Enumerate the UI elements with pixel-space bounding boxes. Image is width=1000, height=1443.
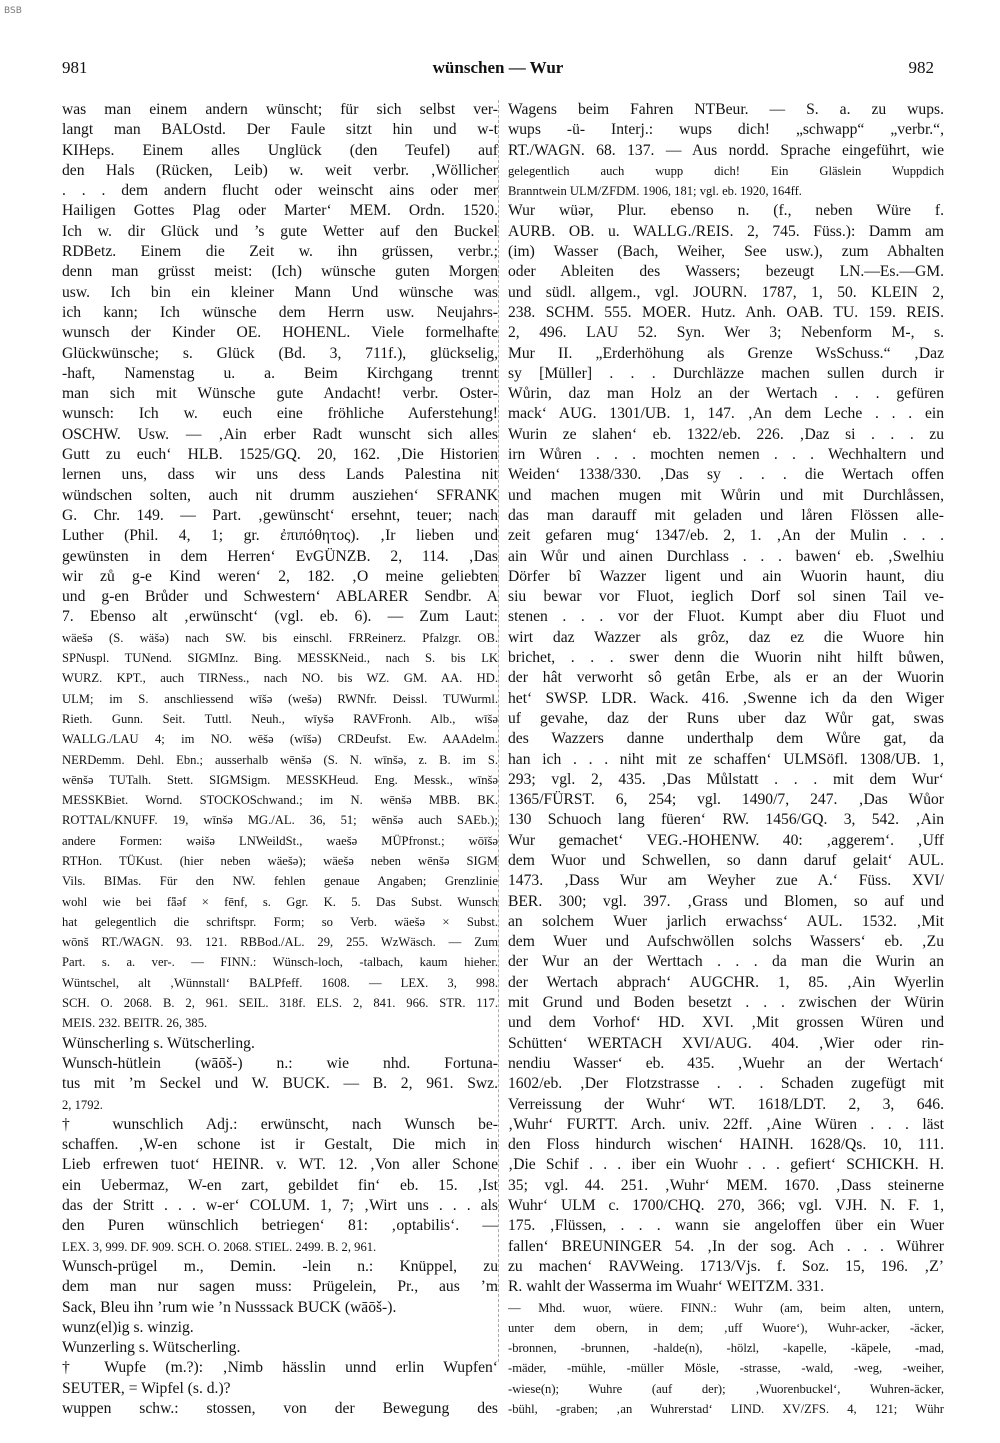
text-line: MEIS. 232. BEITR. 26, 385. — [62, 1016, 208, 1031]
text-line: fallen‘ BREUNINGER 54. ‚In der sog. Ach . . . Wührer — [508, 1237, 944, 1255]
text-line: 2, 1792. — [62, 1097, 103, 1112]
text-line: Hailigen Gottes Plag oder Marter‘ MEM. Ordn. 1520. — [62, 202, 498, 220]
text-line: oder Ableiten des Wassers; bezeugt LN.—Es.—GM. — [508, 263, 944, 281]
text-line: 175. ‚Flüssen, . . . wann sie angeloffen über ein Wuer — [508, 1217, 944, 1235]
text-line: ULM; im S. anschliessend wīšə (wešə) RWNfr. Deissl. TUWurml. — [62, 691, 498, 706]
text-line: ich kann; Ich wünsche dem Herrn usw. Neujahrs- — [62, 303, 498, 321]
text-line: MESSKBiet. Wornd. STOCKOSchwand.; im N. wēnšə MBB. BK. — [62, 793, 498, 808]
text-line: wündschen solten, auch nit drumm ausziehen‘ SFRANK — [62, 486, 498, 504]
text-line: wups -ü- Interj.: wups dich! „schwapp“ „verbr.“, — [508, 121, 944, 139]
text-line: wirt daz Wazzer als grôz, daz ez die Wuore hin — [508, 628, 944, 646]
text-line: wōnš RT./WAGN. 93. 121. RBBod./AL. 29, 255. WzWäsch. — Zum — [62, 935, 498, 950]
text-line: den Hals (Rücken, Leib) w. weit verbr. ‚Wöllicher — [62, 161, 498, 179]
text-line: den Puren wünschlich betriegen‘ 81: ‚optabilis‘. — — [62, 1217, 498, 1235]
text-line: stenen . . . vor der Fluot. Kumpt aber diu Fluot und — [508, 608, 944, 626]
text-line: zu machen‘ RAVWeing. 1713/Vjs. f. Soz. 15, 196. ‚Z’ — [508, 1257, 944, 1275]
text-line: 1602/eb. ‚Der Flotzstrasse . . . Schaden zugefügt mit — [508, 1075, 944, 1093]
text-line: mit Grund und Boden besetzt . . . zwischen der Würin — [508, 994, 944, 1012]
text-line: SPNuspl. TUNend. SIGMInz. Bing. MESSKNeid., nach S. bis LK — [62, 651, 498, 666]
text-line: und machen mugen mit Wůrin und mit Durchlåssen, — [508, 486, 944, 504]
text-line: -mäder, -mühle, -müller Mösle, -strasse, -wald, -weg, -weiher, — [508, 1361, 944, 1376]
page-number-right: 982 — [908, 58, 934, 77]
text-line: Wunsch-hütlein (wāōš-) n.: wie nhd. Fortuna- — [62, 1054, 498, 1072]
text-line: WURZ. KPT., auch TIRNess., nach NO. bis WZ. GM. AA. HD. — [62, 671, 498, 686]
text-line: -haft, Namenstag u. a. Beim Kirchgang trennt — [62, 364, 498, 382]
text-line: gelegentlich auch wupp dich! Ein Gläslein Wuppdich — [508, 163, 944, 178]
text-line: SCH. O. 2068. B. 2, 961. SEIL. 318f. ELS. 2, 841. 966. STR. 117. — [62, 996, 498, 1011]
text-line: ROTTAL/KNUFF. 19, wīnšə MG./AL. 36, 51; wēnšə auch SAEb.); — [62, 813, 498, 828]
text-line: -bronnen, -brunnen, -halde(n), -hölzl, -kapelle, -käpele, -mad, — [508, 1341, 944, 1356]
text-line: schaffen. ‚W-en schone ist ir Gestalt, Die mich in — [62, 1136, 498, 1154]
text-line: 1365/FÜRST. 6, 254; vgl. 1490/7, 247. ‚Das Wůor — [508, 791, 944, 809]
text-line: dem Wuor und Schwellen, so dann daruf gelait‘ AUL. — [508, 851, 944, 869]
text-line: das der Stritt . . . w-er‘ COLUM. 1, 7; ‚Wirt uns . . . als — [62, 1197, 498, 1215]
text-line: Part. s. a. ver-. — FINN.: Wünsch-loch, -talbach, kaum hieher. — [62, 955, 498, 970]
text-line: wunsch der Kinder OE. HOHENL. Viele formelhafte — [62, 324, 498, 342]
text-line: Branntwein ULM/ZFDM. 1906, 181; vgl. eb. 1920, 164ff. — [508, 184, 802, 199]
text-line: WALLG./LAU 4; im NO. wēšə (wīšə) CRDeufst. Ew. AAAdelm. — [62, 732, 498, 747]
text-line: Wuhr‘ ULM c. 1700/CHQ. 270, 366; vgl. VJH. N. F. 1, — [508, 1197, 944, 1215]
text-line: andere Formen: wəišə LNWeildSt., waešə MÜPfronst.; wōīšə — [62, 833, 498, 848]
text-line: — Mhd. wuor, wüere. FINN.: Wuhr (am, beim alten, untern, — [508, 1300, 944, 1315]
text-line: Wunsch-prügel m., Demin. -lein n.: Knüppel, zu — [62, 1257, 498, 1275]
text-line: Mur II. „Erderhöhung als Grenze WsSchuss.“ ‚Daz — [508, 344, 944, 362]
text-line: ain Wůr und ainen Durchlass . . . bawen‘ eb. ‚Swelhiu — [508, 547, 944, 565]
text-line: BER. 300; vgl. 397. ‚Grass und Blomen, so auf und — [508, 892, 944, 910]
text-line: ‚Die Schif . . . iber ein Wuohr . . . gefiert‘ SCHICKH. H. — [508, 1156, 944, 1174]
page-header — [62, 58, 934, 84]
text-line: tus mit ’m Seckel und W. BUCK. — B. 2, 961. Swz. — [62, 1075, 498, 1093]
text-line: RDBetz. Einem die Zeit w. ihn grüssen, verbr.; — [62, 243, 498, 261]
text-line: Ich w. dir Glück und ’s gute Wetter auf den Buckel — [62, 222, 498, 240]
text-line: AURB. OB. u. WALLG./REIS. 2, 745. Füss.): Damm am — [508, 222, 944, 240]
text-line: mack‘ AUG. 1301/UB. 1, 147. ‚An dem Leche . . . ein — [508, 405, 944, 423]
text-line: (im) Wasser (Bach, Weiher, See usw.), zum Abhalten — [508, 243, 944, 261]
text-line: und g-en Brůder und Schwestern‘ ABLARER Sendbr. A — [62, 588, 498, 606]
right-column — [508, 100, 944, 1419]
left-column — [62, 100, 498, 1419]
text-line: R. wahlt der Wasserma im Wuahr‘ WEITZM. 331. — [508, 1278, 824, 1296]
text-line: Rieth. Gunn. Seit. Tuttl. Neuh., wīyšə RAVFronh. Alb., wīšə — [62, 711, 498, 726]
text-line: hat gelegentlich die schriftspr. Form; so Verb. wäešə × Subst. — [62, 914, 498, 929]
text-line: Wur wüər, Plur. ebenso n. (f., neben Würe f. — [508, 202, 944, 220]
text-line: ein Uebermaz, W-en zart, gebildet fin‘ eb. 15. ‚Ist — [62, 1176, 498, 1194]
text-line: ‚Wuhr‘ FURTT. Arch. univ. 22ff. ‚Aine Würen . . . läst — [508, 1115, 944, 1133]
text-line: Wůrin, daz man Holz an der Wertach . . . gefüren — [508, 385, 944, 403]
text-line: man sich mit Wünsche gute Andacht! verbr. Oster- — [62, 385, 498, 403]
text-line: nendiu Wasser‘ eb. 435. ‚Wuehr an der Wertach‘ — [508, 1054, 944, 1072]
text-line: brichet, . . . swer denn die Wuorin niht hilft bůwen, — [508, 649, 944, 667]
text-line: Luther (Phil. 4, 1; gr. ἐπιπόθητος). ‚Ir lieben und — [62, 527, 498, 545]
text-line: G. Chr. 149. — Part. ‚gewünscht‘ ersehnt, teuer; nach — [62, 506, 498, 524]
column-divider — [498, 100, 499, 1362]
text-line: was man einem andern wünscht; für sich selbst ver- — [62, 101, 498, 118]
text-line: Wünscherling s. Wütscherling. — [62, 1034, 255, 1052]
text-line: sy [Müller] . . . Durchläzze machen sullen durch ir — [508, 364, 944, 382]
text-line: irn Wůren . . . mochten nemen . . . Wechhaltern und — [508, 446, 944, 464]
text-line: . . . dem andern flucht oder weinscht ains oder mer — [62, 182, 498, 200]
text-line: wir zů g-e Kind weren‘ 2, 182. ‚O meine geliebten — [62, 567, 498, 585]
text-line: dem Wuer und Aufschwöllen solchs Wassers‘ eb. ‚Zu — [508, 933, 944, 951]
text-line: der hât verworht sô getân Erbe, als er an der Wuorin — [508, 669, 944, 687]
text-line: OSCHW. Usw. — ‚Ain erber Radt wunscht sich alles — [62, 425, 498, 443]
text-line: Wurin ze slahen‘ eb. 1322/eb. 226. ‚Daz si . . . zu — [508, 425, 944, 443]
text-line: KIHeps. Einem alles Unglück (den Teufel) auf — [62, 141, 498, 159]
text-line: 7. Ebenso alt ‚erwünscht‘ (vgl. eb. 6). — Zum Laut: — [62, 608, 498, 626]
text-line: Gutt zu euch‘ HLB. 1525/GQ. 20, 162. ‚Die Historien — [62, 446, 498, 464]
text-line: RT./WAGN. 68. 137. — Aus nordd. Sprache eingeführt, wie — [508, 141, 944, 159]
text-line: uf gevahe, daz der Runs uber daz Wůr gat, swas — [508, 709, 944, 727]
running-title: wünschen — Wur — [432, 58, 564, 77]
text-line: wunz(el)ig s. winzig. — [62, 1318, 194, 1336]
text-line: 1473. ‚Dass Wur am Weyher zue A.‘ Füss. XVI/ — [508, 872, 944, 890]
text-line: den Floss hindurch wischen‘ HAINH. 1628/Qs. 10, 111. — [508, 1136, 944, 1154]
text-line: † wunschlich Adj.: erwünscht, nach Wunsch be- — [62, 1115, 498, 1133]
text-line: Verreissung der Wuhr‘ WT. 1618/LDT. 2, 3, 646. — [508, 1095, 944, 1113]
text-line: langt man BALOstd. Der Faule sitzt hin und w-t — [62, 121, 498, 139]
text-line: Sack, Bleu ihn ’rum wie ’n Nusssack BUCK (wāōš-). — [62, 1298, 397, 1316]
text-line: das man darauff mit geladen und låren Flössen alle- — [508, 506, 944, 524]
text-line: -wiese(n); Wuhre (auf der); ‚Wuorenbuckel‘, Wuhren-äcker, — [508, 1381, 944, 1396]
text-line: denn man grüsst meist: (Ich) wünsche guten Morgen — [62, 263, 498, 281]
text-line: 238. SCHM. 555. MOER. Hutz. Anh. OAB. TU. 159. REIS. — [508, 303, 944, 321]
text-line: Wunzerling s. Wütscherling. — [62, 1339, 241, 1357]
text-line: NERDemm. Dehl. Ebn.; ausserhalb wēnšə (S. N. wīnšə, z. B. im S. — [62, 752, 498, 767]
text-line: han ich . . . niht mit ze schaffen‘ ULMSöfl. 1308/UB. 1, — [508, 750, 944, 768]
text-line: Dörfer bî Wazzer ligent und ain Wuorin haunt, diu — [508, 567, 944, 585]
text-line: Schütten‘ WERTACH XVI/AUG. 404. ‚Wier oder rin- — [508, 1034, 944, 1052]
text-line: 35; vgl. 44. 251. ‚Wuhr‘ MEM. 1670. ‚Dass steinerne — [508, 1176, 944, 1194]
text-line: -bühl, -graben; ‚an Wuhrerstad‘ LIND. XV/ZFS. 4, 121; Wühr — [508, 1402, 944, 1416]
text-line: des Wazzers danne underthalp dem Wůre gat, da — [508, 730, 944, 748]
text-line: wäešə (S. wäšə) nach SW. bis einschl. FRReinerz. Pfalzgr. OB. — [62, 630, 498, 645]
text-line: Glückwünsche; s. Glück (Bd. 3, 711f.), glückselig, — [62, 344, 498, 362]
text-line: dem man nur sagen muss: Prügelein, Pr., aus ’m — [62, 1278, 498, 1296]
text-line: SEUTER, = Wipfel (s. d.)? — [62, 1379, 231, 1397]
text-line: 2, 496. LAU 52. Syn. Wer 3; Nebenform M-, s. — [508, 324, 944, 342]
text-line: Wur gemachet‘ VEG.-HOHENW. 40: ‚aggerem‘. ‚Uff — [508, 831, 944, 849]
text-line: Weiden‘ 1338/330. ‚Das sy . . . die Wertach offen — [508, 466, 944, 484]
text-line: der Wertach abprach‘ AUGCHR. 1, 85. ‚Ain Wyerlin — [508, 973, 944, 991]
text-line: Lieb erfrewen tuot‘ HEINR. v. WT. 12. ‚Von aller Schone — [62, 1156, 498, 1174]
text-line: LEX. 3, 999. DF. 909. SCH. O. 2068. STIEL. 2499. B. 2, 961. — [62, 1239, 377, 1254]
text-line: wohl wie bei fǟəf × fēnf, s. Ggr. K. 5. Das Subst. Wunsch — [62, 894, 498, 909]
text-line: RTHon. TÜKust. (hier neben wäešə); wäešə neben wēnšə SIGM — [62, 853, 498, 868]
page-number-left: 981 — [62, 58, 88, 77]
text-line: Wüntschel, alt ‚Wünnstall‘ BALPfeff. 1608. — LEX. 3, 998. — [62, 975, 498, 990]
text-line: unter dem obern, in dem; ‚uff Wuore‘), Wuhr-acker, -äcker, — [508, 1320, 944, 1335]
text-line: wuppen schw.: stossen, von der Bewegung des — [62, 1400, 498, 1417]
text-line: usw. Ich bin ein kleiner Mann Und wünsche was — [62, 283, 498, 301]
text-line: 293; vgl. 2, 435. ‚Das Můlstatt . . . mit dem Wur‘ — [508, 770, 944, 788]
text-line: wēnšə TUTalh. Stett. SIGMSigm. MESSKHeud. Eng. Messk., wīnšə — [62, 772, 498, 787]
text-line: zeit gefaren mug‘ 1347/eb. 2, 1. ‚An der Mulin . . . — [508, 527, 944, 545]
text-line: und südl. allgem., vgl. JOURN. 1787, 1, 50. KLEIN 2, — [508, 283, 944, 301]
text-line: gewünsten in dem Herren‘ EvGÜNZB. 2, 114. ‚Das — [62, 547, 498, 565]
text-line: an solchem Wuer jarlich erwachss‘ AUL. 1532. ‚Mit — [508, 912, 944, 930]
text-line: het‘ SWSP. LDR. Wack. 416. ‚Swenne ich da den Wiger — [508, 689, 944, 707]
text-line: Wagens beim Fahren NTBeur. — S. a. zu wups. — [508, 101, 944, 118]
text-line: der Wur an der Werttach . . . da man die Wurin an — [508, 953, 944, 971]
text-line: 130 Schuoch lang füeren‘ RW. 1456/GQ. 3, 542. ‚Ain — [508, 811, 944, 829]
text-line: Vils. BIMas. Für den NW. fehlen genaue Angaben; Grenzlinie — [62, 874, 498, 889]
text-line: siu bewar vor Fluot, ieglich Dorf sol sinen Tail ve- — [508, 588, 944, 606]
library-watermark: BSB — [4, 6, 22, 16]
text-line: lernen uns, dass wir uns dess Lands Palestina nit — [62, 466, 498, 484]
text-line: und dem Vorhof‘ HD. XVI. ‚Mit grossen Würen und — [508, 1014, 944, 1032]
text-line: † Wupfe (m.?): ‚Nimb hässlin unnd erlin Wupfen‘ — [62, 1359, 498, 1377]
text-line: wunsch: Ich w. euch eine fröhliche Auferstehung! — [62, 405, 498, 423]
